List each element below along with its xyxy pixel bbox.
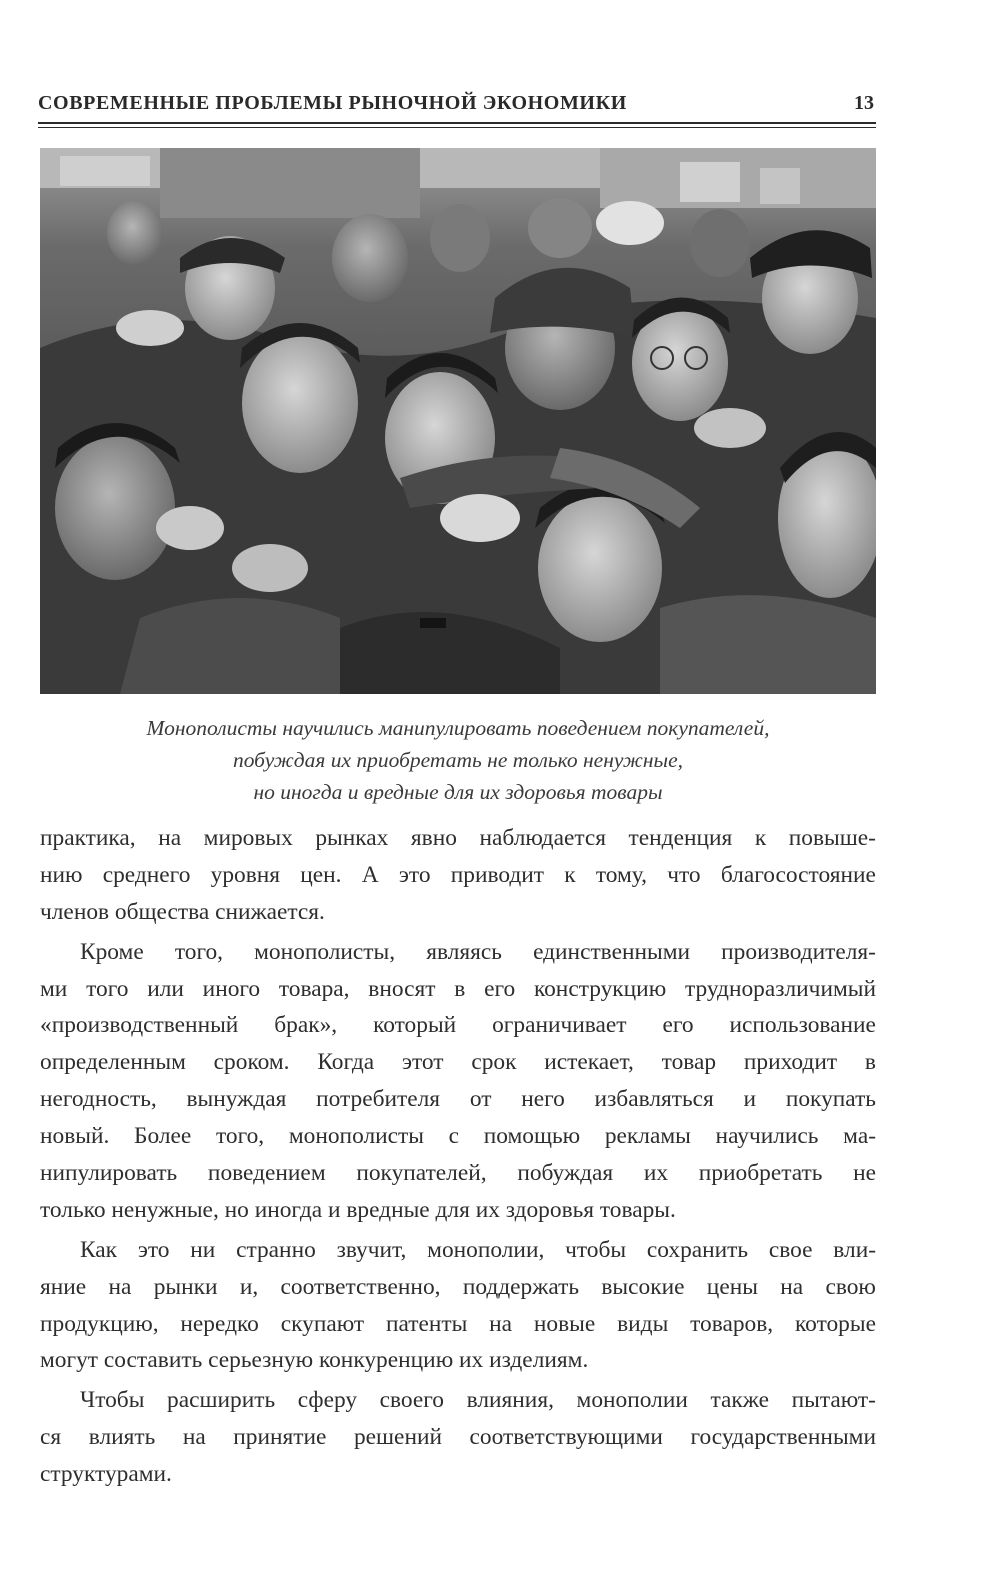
header-rule-thin [38, 127, 876, 128]
text-line: Кроме того, монополисты, являясь единственными производителя- [80, 938, 876, 965]
text-line: «производственный брак», который ограничивает его использование [40, 1012, 876, 1039]
text-line: негодность, вынуждая потребителя от него избавляться и покупать [40, 1086, 876, 1113]
text-line: Как это ни странно звучит, монополии, чтобы сохранить свое вли- [80, 1236, 876, 1263]
text-line: яние на рынки и, соответственно, поддержать высокие цены на свою [40, 1273, 876, 1300]
crowd-photo [40, 148, 876, 694]
text-line: ми того или иного товара, вносят в его конструкцию трудноразличимый [40, 975, 876, 1002]
text-line: практика, на мировых рынках явно наблюдается тенденция к повыше- [40, 825, 876, 851]
paragraph [40, 1232, 876, 1380]
text-line: могут составить серьезную конкуренцию их изделиям. [40, 1347, 589, 1374]
text-line: членов общества снижается. [40, 898, 325, 925]
text-line: структурами. [40, 1461, 172, 1488]
text-line: Чтобы расширить сферу своего влияния, монополии также пытают- [80, 1387, 876, 1414]
text-line: ся влиять на принятие решений соответствующими государственными [40, 1424, 876, 1451]
text-line: нипулировать поведением покупателей, побуждая их приобретать не [40, 1160, 876, 1187]
paragraph [40, 820, 876, 931]
running-title: СОВРЕМЕННЫЕ ПРОБЛЕМЫ РЫНОЧНОЙ ЭКОНОМИКИ [38, 92, 627, 114]
photo-caption [40, 712, 876, 808]
caption-line: побуждая их приобретать не только ненужные, [232, 748, 684, 772]
paragraph [40, 1382, 876, 1493]
header-rule-thick [38, 122, 876, 124]
text-line: определенным сроком. Когда этот срок истекает, товар приходит в [40, 1049, 876, 1076]
text-line: нию среднего уровня цен. А это приводит к тому, что благосостояние [40, 861, 876, 888]
text-line: новый. Более того, монополисты с помощью рекламы научились ма- [40, 1123, 876, 1150]
paragraph [40, 934, 876, 1229]
text-line: только ненужные, но иногда и вредные для их здоровья товары. [40, 1196, 676, 1223]
page-number: 13 [854, 92, 874, 114]
caption-line: Монополисты научились манипулировать поведением покупателей, [146, 716, 770, 740]
caption-line: но иногда и вредные для их здоровья товары [253, 780, 663, 804]
text-line: продукцию, нередко скупают патенты на новые виды товаров, которые [40, 1310, 876, 1337]
running-head [38, 88, 876, 122]
body-text [40, 820, 876, 1496]
